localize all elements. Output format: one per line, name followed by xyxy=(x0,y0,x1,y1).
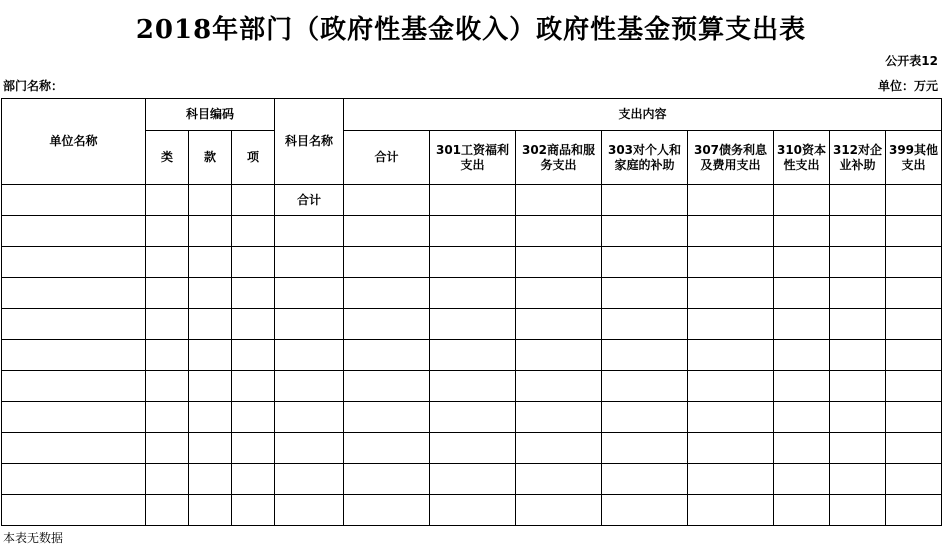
table-cell xyxy=(344,247,430,278)
table-cell xyxy=(146,371,189,402)
table-cell xyxy=(232,309,275,340)
header-expense-content: 支出内容 xyxy=(344,99,942,131)
table-cell xyxy=(886,247,942,278)
table-cell xyxy=(774,464,830,495)
footnote: 本表无数据 xyxy=(3,531,64,545)
table-cell xyxy=(830,247,886,278)
table-cell xyxy=(146,247,189,278)
table-cell xyxy=(344,495,430,526)
table-cell xyxy=(275,402,344,433)
table-cell xyxy=(344,309,430,340)
table-cell xyxy=(516,247,602,278)
table-cell xyxy=(189,309,232,340)
table-cell xyxy=(516,495,602,526)
table-row xyxy=(2,433,942,464)
table-cell xyxy=(886,340,942,371)
table-cell xyxy=(774,402,830,433)
header-unit-name: 单位名称 xyxy=(2,99,146,185)
table-cell xyxy=(275,495,344,526)
table-cell xyxy=(886,402,942,433)
table-cell xyxy=(232,464,275,495)
table-cell xyxy=(830,433,886,464)
table-cell xyxy=(275,309,344,340)
table-cell xyxy=(830,216,886,247)
table-cell xyxy=(830,340,886,371)
header-xiang: 项 xyxy=(232,131,275,185)
header-302: 302商品和服务支出 xyxy=(516,131,602,185)
table-cell xyxy=(189,402,232,433)
table-cell xyxy=(344,216,430,247)
header-subject-name: 科目名称 xyxy=(275,99,344,185)
table-cell xyxy=(774,433,830,464)
table-cell xyxy=(189,371,232,402)
table-cell xyxy=(2,495,146,526)
table-cell xyxy=(886,371,942,402)
table-cell xyxy=(232,495,275,526)
table-cell xyxy=(516,216,602,247)
table-cell xyxy=(602,185,688,216)
form-number: 公开表12 xyxy=(885,54,938,68)
table-cell xyxy=(189,216,232,247)
table-cell xyxy=(232,247,275,278)
table-cell xyxy=(189,185,232,216)
table-cell xyxy=(146,340,189,371)
table-cell xyxy=(688,402,774,433)
table-cell xyxy=(688,309,774,340)
header-subject-code: 科目编码 xyxy=(146,99,275,131)
table-cell xyxy=(774,309,830,340)
department-name-label: 部门名称： xyxy=(3,79,64,93)
table-cell xyxy=(830,464,886,495)
table-cell xyxy=(516,402,602,433)
table-row xyxy=(2,278,942,309)
table-cell xyxy=(2,278,146,309)
table-cell xyxy=(886,309,942,340)
header-307: 307债务利息及费用支出 xyxy=(688,131,774,185)
table-cell xyxy=(189,464,232,495)
table-cell xyxy=(602,464,688,495)
table-cell xyxy=(516,464,602,495)
table-cell xyxy=(886,216,942,247)
table-cell xyxy=(344,464,430,495)
table-cell xyxy=(602,216,688,247)
budget-table xyxy=(1,98,942,526)
table-cell xyxy=(602,340,688,371)
table-cell xyxy=(2,309,146,340)
table-cell xyxy=(275,278,344,309)
table-cell xyxy=(344,278,430,309)
table-cell xyxy=(430,495,516,526)
table-cell xyxy=(516,309,602,340)
header-301: 301工资福利支出 xyxy=(430,131,516,185)
table-cell xyxy=(688,371,774,402)
table-cell xyxy=(774,216,830,247)
table-row xyxy=(2,495,942,526)
header-310: 310资本性支出 xyxy=(774,131,830,185)
table-cell xyxy=(688,340,774,371)
table-cell xyxy=(774,371,830,402)
table-cell xyxy=(602,278,688,309)
table-cell xyxy=(830,371,886,402)
table-row xyxy=(2,247,942,278)
table-cell xyxy=(516,340,602,371)
table-cell xyxy=(232,402,275,433)
table-cell xyxy=(2,216,146,247)
table-cell xyxy=(774,278,830,309)
table-cell xyxy=(602,247,688,278)
table-cell xyxy=(430,216,516,247)
total-row-label: 合计 xyxy=(275,185,344,216)
unit-label: 单位：万元 xyxy=(877,79,938,93)
table-cell xyxy=(2,371,146,402)
table-cell xyxy=(430,340,516,371)
table-cell xyxy=(430,185,516,216)
table-cell xyxy=(430,464,516,495)
table-cell xyxy=(232,433,275,464)
table-cell xyxy=(602,495,688,526)
table-cell xyxy=(189,340,232,371)
header-lei: 类 xyxy=(146,131,189,185)
table-cell xyxy=(275,371,344,402)
table-cell xyxy=(275,433,344,464)
table-row xyxy=(2,216,942,247)
table-cell xyxy=(688,464,774,495)
table-cell xyxy=(189,495,232,526)
table-cell xyxy=(146,185,189,216)
table-row xyxy=(2,464,942,495)
table-cell xyxy=(232,185,275,216)
table-cell xyxy=(146,216,189,247)
table-cell xyxy=(344,402,430,433)
table-cell xyxy=(602,309,688,340)
table-cell xyxy=(189,278,232,309)
table-cell xyxy=(886,185,942,216)
table-cell xyxy=(830,185,886,216)
table-cell xyxy=(430,278,516,309)
table-cell xyxy=(2,340,146,371)
table-cell xyxy=(774,340,830,371)
table-cell xyxy=(430,433,516,464)
table-cell xyxy=(275,464,344,495)
table-cell xyxy=(275,340,344,371)
table-cell xyxy=(830,309,886,340)
table-cell xyxy=(344,185,430,216)
table-cell xyxy=(886,464,942,495)
table-cell xyxy=(275,247,344,278)
table-cell xyxy=(232,216,275,247)
table-cell xyxy=(688,185,774,216)
header-312: 312对企业补助 xyxy=(830,131,886,185)
table-row xyxy=(2,340,942,371)
table-cell xyxy=(344,433,430,464)
table-row xyxy=(2,309,942,340)
header-kuan: 款 xyxy=(189,131,232,185)
table-cell xyxy=(830,495,886,526)
table-cell xyxy=(232,340,275,371)
table-row xyxy=(2,371,942,402)
table-cell xyxy=(774,495,830,526)
table-cell xyxy=(2,464,146,495)
table-cell xyxy=(430,247,516,278)
table-cell xyxy=(516,371,602,402)
table-cell xyxy=(602,402,688,433)
header-399: 399其他支出 xyxy=(886,131,942,185)
table-cell xyxy=(189,433,232,464)
table-cell xyxy=(146,495,189,526)
table-cell xyxy=(688,216,774,247)
table-cell xyxy=(430,371,516,402)
table-cell xyxy=(774,247,830,278)
table-cell xyxy=(430,402,516,433)
table-cell xyxy=(2,185,146,216)
table-cell xyxy=(688,495,774,526)
table-cell xyxy=(146,402,189,433)
table-cell xyxy=(430,309,516,340)
table-cell xyxy=(688,278,774,309)
table-row xyxy=(2,402,942,433)
table-cell xyxy=(344,371,430,402)
table-cell xyxy=(232,278,275,309)
table-cell xyxy=(146,309,189,340)
table-cell xyxy=(774,185,830,216)
table-cell xyxy=(602,371,688,402)
table-cell xyxy=(2,433,146,464)
table-cell xyxy=(830,278,886,309)
table-cell xyxy=(516,433,602,464)
page-title: 2018年部门（政府性基金收入）政府性基金预算支出表 xyxy=(135,15,807,45)
table-cell xyxy=(886,495,942,526)
table-cell xyxy=(275,216,344,247)
header-303: 303对个人和家庭的补助 xyxy=(602,131,688,185)
table-cell xyxy=(2,247,146,278)
table-cell xyxy=(886,278,942,309)
table-cell xyxy=(516,185,602,216)
header-total: 合计 xyxy=(344,131,430,185)
table-cell xyxy=(886,433,942,464)
table-cell xyxy=(602,433,688,464)
table-cell xyxy=(830,402,886,433)
total-row xyxy=(2,185,942,216)
table-cell xyxy=(232,371,275,402)
table-cell xyxy=(146,433,189,464)
table-cell xyxy=(146,464,189,495)
table-cell xyxy=(2,402,146,433)
table-cell xyxy=(688,247,774,278)
table-cell xyxy=(146,278,189,309)
table-cell xyxy=(344,340,430,371)
table-cell xyxy=(189,247,232,278)
table-cell xyxy=(516,278,602,309)
table-cell xyxy=(688,433,774,464)
